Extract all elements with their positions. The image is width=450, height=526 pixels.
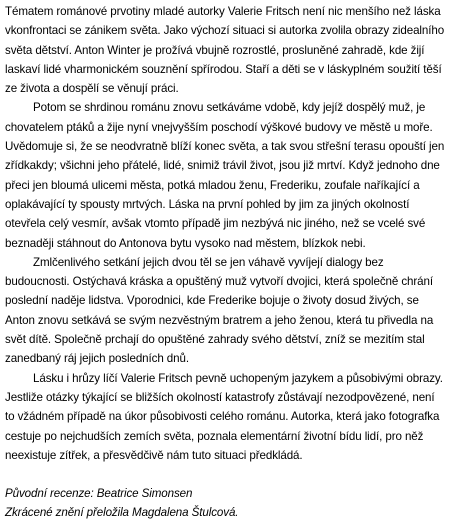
paragraph-style: Lásku i hrůzy líčí Valerie Fritsch pevně uchopeným jazykem a působivými obrazy. Jestliže otázky týkající se bližších okolností katastrofy zůstávají nezodpovězené, není to vžádném případě na úkor působivosti celého románu. Autorka, která jako fotografka cestuje po nejchudších zemích světa, poznala elementární životní bídu lidí, pro něž neexistuje zítřek, a přesvědčivě nám tuto situaci předkládá. — [5, 371, 443, 462]
original-review-credit: Původní recenze: Beatrice Simonsen — [5, 487, 193, 501]
spacer — [5, 465, 445, 484]
translation-credit: Zkrácené znění přeložila Magdalena Štulcová. — [5, 506, 239, 520]
paragraph-adult-hero: Potom se shrdinou románu znovu setkáváme vdobě, kdy jejíž dospělý muž, je chovatelem ptáků a žije nyní vnejvyšším poschodí výškové budovy ve městě u moře. Uvědomuje si, že se neodvratně blíží konec světa, a tak svou střešní terasu opouští jen zřídkakdy; všichni jeho přátelé, lidé, snimiž trávil život, jsou již mrtví. Když jednoho dne přeci jen bloumá ulicemi města, potká mladou ženu, Frederiku, zoufale naříkající a oplakávající ty spousty mrtvých. Láska na první pohled by jim za jiných okolností otevřela celý vesmír, avšak vtomto případě jim nezbývá nic jiného, než se vcelé své beznaději stáhnout do Antonova bytu vysoko nad městem, blízkok nebi. — [5, 101, 445, 250]
paragraph-intro: Tématem románové prvotiny mladé autorky Valerie Fritsch není nic menšího než láska vkonfrontaci se zánikem světa. Jako výchozí situaci si autorka zvolila obrazy zidealního světa dětství. Anton Winter je prožívá vbujně rozrostlé, prosluněné zahradě, kde žijí laskaví lidé vharmonickém souznění spřírodou. Staří a děti se v láskyplném soužití těší ze života a dospělí se věnují práci. — [5, 5, 445, 96]
paragraph-encounter: Zmlčenlivého setkání jejich dvou těl se jen váhavě vyvíjejí dialogy bez budoucnosti. Ostýchavá kráska a opuštěný muž vytvoří dvojici, která společně chrání poslední naděje lidstva. Vporodnici, kde Frederike bojuje o životy dosud živých, se Anton znovu setkává se svým nezvěstným bratrem a jeho ženou, která tu přivedla na svět dítě. Společně prchají do opuštěné zahrady svého dětství, zníž se mezitím stal zanedbaný ráj jejich posledních dnů. — [5, 255, 434, 366]
